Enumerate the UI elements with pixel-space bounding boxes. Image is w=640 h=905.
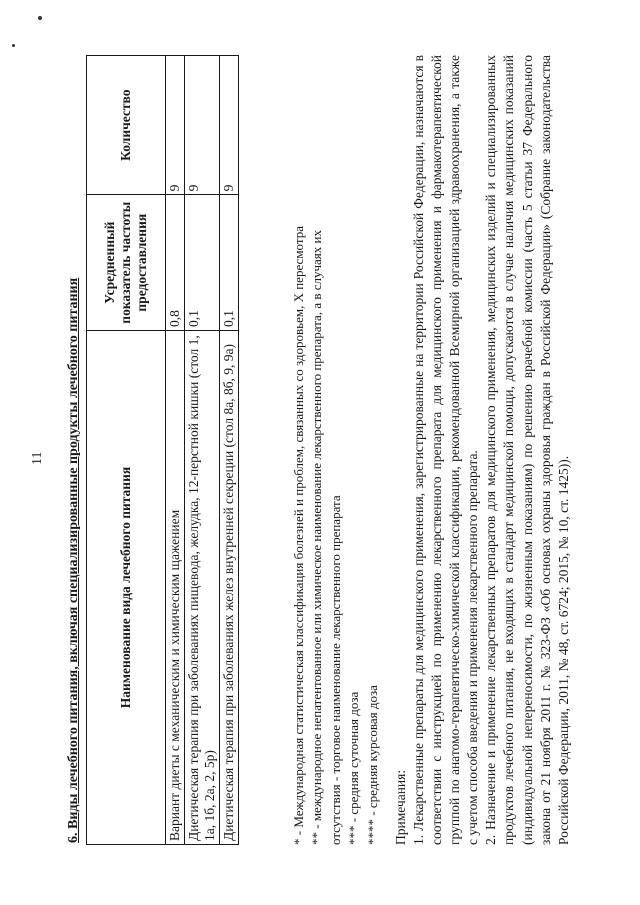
header-quantity: Количество <box>87 56 166 195</box>
table-header-row <box>87 56 166 845</box>
cell-name: Диетическая терапия при заболеваниях пищевода, желудка, 12-перстной кишки (стол 1, 1а, 1б, 2а, 2, 5р) <box>184 331 219 845</box>
cell-indicator: 0,1 <box>184 195 219 331</box>
cell-quantity: 9 <box>219 56 238 195</box>
cell-name: Вариант диеты с механическим и химическим щажением <box>166 331 185 845</box>
header-name: Наименование вида лечебного питания <box>87 331 166 845</box>
notes-section <box>392 55 573 845</box>
footnote-line: ** - международное непатентованное или химическое наименование лекарственного препарата, а в случаях их <box>309 230 325 845</box>
section-title: 6. Виды лечебного питания, включая специализированные продукты лечебного питания <box>66 277 81 843</box>
footnote-line: * - Международная статистическая классификация болезней и проблем, связанных со здоровьем, X пересмотра <box>291 226 306 845</box>
cell-quantity: 9 <box>166 56 185 195</box>
nutrition-table <box>86 55 239 845</box>
notes-title: Примечания: <box>393 769 408 845</box>
table-row <box>219 56 238 845</box>
note-item: 2. Назначение и применение лекарственных препаратов для медицинского применения, медицинских изделий и специализированных продуктов лечебного питания, не входящих в стандарт медицинской помощи, допускаются в случае наличия медицинских показаний (индивидуальной непереносимости, по жизненным показаниям) по решению врачебной комиссии (часть 5 статьи 37 Федерального закона от 21 ноября 2011 г. № 323-ФЗ «Об основах охраны здоровья граждан в Российской Федерации» (Собрание законодательства Российской Федерации, 2011, № 48, ст. 6724; 2015, № 10, ст. 1425)). <box>483 55 571 845</box>
cell-indicator: 0,8 <box>166 195 185 331</box>
cell-indicator: 0,1 <box>219 195 238 331</box>
page-number: 11 <box>30 451 45 465</box>
footnote-line: отсутствия - торговое наименование лекарственного препарата <box>327 495 343 845</box>
note-item: 1. Лекарственные препараты для медицинского применения, зарегистрированные на территории Российской Федерации, назначаются в соответствии с инструкцией по применению лекарственного препарата для медицинского применения и фармакотерапевтической группой по анатомо-терапевтическо-химической классификации, рекомендованной Всемирной организацией здравоохранения, а также с учетом способа введения и применения лекарственного препарата. <box>411 55 481 845</box>
cell-name: Диетическая терапия при заболеваниях желез внутренней секреции (стол 8а, 8б, 9, 9а) <box>219 331 238 845</box>
header-indicator: Усредненный показатель частоты предоставления <box>87 195 166 331</box>
footnotes <box>290 55 382 845</box>
table-row <box>184 56 219 845</box>
table-row <box>166 56 185 845</box>
cell-quantity: 9 <box>184 56 219 195</box>
footnote-line: *** - средняя суточная доза <box>346 691 362 845</box>
footnote-line: **** - средняя курсовая доза <box>364 685 380 845</box>
